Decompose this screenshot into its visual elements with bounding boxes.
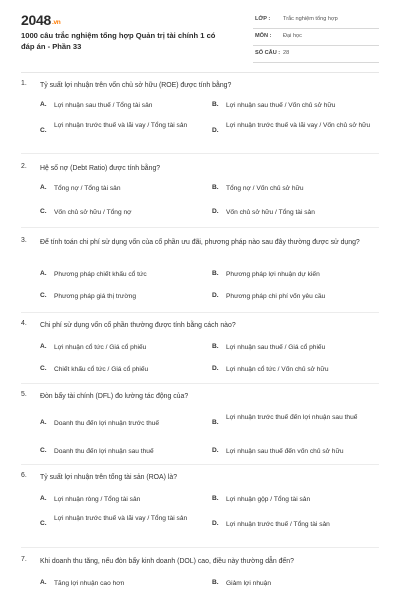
option-c[interactable]: [40, 514, 210, 536]
meta-value-count: 28: [283, 50, 290, 56]
option-letter: C.: [40, 127, 47, 134]
meta-row-class: [253, 13, 379, 29]
option-d[interactable]: [212, 520, 382, 532]
option-text: Lợi nhuận trước thuế và lãi vay / Vốn chủ sở hữu: [226, 122, 371, 129]
option-text: Chiết khấu cổ tức / Giá cổ phiếu: [54, 366, 149, 373]
option-letter: A.: [40, 270, 47, 277]
question-divider: [21, 312, 379, 313]
option-letter: A.: [40, 419, 47, 426]
question-text: Hệ số nợ (Debt Ratio) được tính bằng?: [40, 165, 161, 172]
option-b[interactable]: [212, 343, 382, 355]
question-text: Tỷ suất lợi nhuận trên vốn chủ sở hữu (ROE) được tính bằng?: [40, 82, 232, 89]
option-letter: B.: [212, 579, 219, 586]
question-text: Tỷ suất lợi nhuận trên tổng tài sản (ROA) là?: [40, 474, 178, 481]
question-5: [0, 391, 400, 461]
option-c[interactable]: [40, 292, 210, 304]
option-letter: B.: [212, 343, 219, 350]
option-text: Tăng lợi nhuận cao hơn: [54, 580, 125, 587]
meta-info: [253, 13, 379, 64]
option-text: Phương pháp giá thị trường: [54, 293, 136, 300]
option-c[interactable]: [40, 208, 210, 220]
question-text: Đòn bẩy tài chính (DFL) đo lường tác động của?: [40, 393, 189, 400]
option-letter: A.: [40, 343, 47, 350]
question-text: Khi doanh thu tăng, nếu đòn bẩy kinh doanh (DOL) cao, điều này thường dẫn đến?: [40, 558, 294, 565]
option-text: Lợi nhuận ròng / Tổng tài sản: [54, 496, 141, 503]
question-divider: [21, 464, 379, 465]
option-text: Doanh thu đến lợi nhuận sau thuế: [54, 448, 154, 455]
meta-value-class[interactable]: Trắc nghiệm tổng hợp: [283, 16, 338, 22]
option-a[interactable]: [40, 184, 210, 196]
option-c[interactable]: [40, 447, 210, 459]
option-letter: A.: [40, 184, 47, 191]
option-c[interactable]: [40, 121, 210, 143]
option-letter: D.: [212, 447, 219, 454]
option-b[interactable]: [212, 270, 382, 282]
option-text: Lợi nhuận cổ tức / Vốn chủ sở hữu: [226, 366, 329, 373]
option-c[interactable]: [40, 365, 210, 377]
option-text: Lợi nhuận cổ tức / Giá cổ phiếu: [54, 344, 147, 351]
option-letter: C.: [40, 208, 47, 215]
option-letter: D.: [212, 127, 219, 134]
question-4: [0, 320, 400, 380]
option-a[interactable]: [40, 495, 210, 507]
option-text: Vốn chủ sở hữu / Tổng tài sản: [226, 209, 315, 216]
meta-row-subject: [253, 30, 379, 46]
option-a[interactable]: [40, 419, 210, 431]
option-text: Lợi nhuận trước thuế và lãi vay / Tổng tài sản: [54, 122, 188, 129]
logo-main: 2048: [21, 12, 51, 28]
option-text: Tổng nợ / Tổng tài sản: [54, 185, 121, 192]
option-text: Lợi nhuận sau thuế / Tổng tài sản: [54, 102, 153, 109]
option-letter: D.: [212, 208, 219, 215]
option-letter: B.: [212, 184, 219, 191]
page-header: [0, 0, 400, 70]
option-d[interactable]: [212, 447, 382, 459]
question-divider: [21, 383, 379, 384]
option-text: Phương pháp chiết khấu cổ tức: [54, 271, 147, 278]
option-d[interactable]: [212, 365, 382, 377]
option-letter: B.: [212, 419, 219, 426]
page-title: 1000 câu trắc nghiệm tổng hợp Quản trị tài chính 1 có đáp án - Phần 33: [21, 31, 216, 51]
option-b[interactable]: [212, 579, 382, 591]
option-a[interactable]: [40, 343, 210, 355]
option-text: Phương pháp chi phí vốn yêu cầu: [226, 293, 326, 300]
option-b[interactable]: [212, 413, 382, 435]
option-text: Doanh thu đến lợi nhuận trước thuế: [54, 420, 160, 427]
option-a[interactable]: [40, 270, 210, 282]
option-letter: A.: [40, 495, 47, 502]
meta-label: SỐ CÂU :: [255, 50, 281, 56]
option-letter: A.: [40, 101, 47, 108]
question-number: 2.: [21, 163, 27, 170]
question-divider: [21, 153, 379, 154]
option-text: Phương pháp lợi nhuận dự kiến: [226, 271, 320, 278]
option-d[interactable]: [212, 208, 382, 220]
meta-row-count: [253, 47, 379, 63]
question-7: [0, 556, 400, 596]
question-number: 4.: [21, 320, 27, 327]
option-a[interactable]: [40, 579, 210, 591]
option-text: Lợi nhuận trước thuế và lãi vay / Tổng tài sản: [54, 515, 188, 522]
option-text: Tổng nợ / Vốn chủ sở hữu: [226, 185, 304, 192]
option-letter: C.: [40, 292, 47, 299]
question-2: [0, 163, 400, 223]
option-d[interactable]: [212, 292, 382, 304]
question-number: 3.: [21, 237, 27, 244]
question-number: 5.: [21, 391, 27, 398]
option-text: Lợi nhuận sau thuế đến vốn chủ sở hữu: [226, 448, 344, 455]
option-letter: C.: [40, 520, 47, 527]
option-letter: D.: [212, 520, 219, 527]
option-text: Lợi nhuận trước thuế / Tổng tài sản: [226, 521, 330, 528]
meta-label: LỚP :: [255, 16, 271, 22]
option-letter: D.: [212, 292, 219, 299]
option-letter: B.: [212, 101, 219, 108]
question-3: [0, 237, 400, 307]
option-text: Vốn chủ sở hữu / Tổng nợ: [54, 209, 132, 216]
option-letter: D.: [212, 365, 219, 372]
option-letter: C.: [40, 365, 47, 372]
logo-suffix: .vn: [51, 19, 61, 26]
option-text: Giảm lợi nhuận: [226, 580, 272, 587]
option-text: Lợi nhuận sau thuế / Giá cổ phiếu: [226, 344, 326, 351]
meta-value-subject[interactable]: Đại học: [283, 33, 302, 39]
option-text: Lợi nhuận trước thuế đến lợi nhuận sau thuế: [226, 414, 358, 421]
option-letter: B.: [212, 495, 219, 502]
option-text: Lợi nhuận gộp / Tổng tài sản: [226, 496, 311, 503]
question-number: 1.: [21, 80, 27, 87]
meta-label: MÔN :: [255, 33, 272, 39]
question-text: Để tính toán chi phí sử dụng vốn của cổ phần ưu đãi, phương pháp nào sau đây thường được sử dụng?: [40, 239, 360, 246]
option-a[interactable]: [40, 101, 210, 113]
option-letter: C.: [40, 447, 47, 454]
question-divider: [21, 227, 379, 228]
site-logo[interactable]: [21, 12, 60, 28]
option-letter: A.: [40, 579, 47, 586]
question-text: Chi phí sử dụng vốn cổ phần thường được tính bằng cách nào?: [40, 322, 236, 329]
option-b[interactable]: [212, 184, 382, 196]
question-6: [0, 472, 400, 542]
question-number: 6.: [21, 472, 27, 479]
question-number: 7.: [21, 556, 27, 563]
question-divider: [21, 547, 379, 548]
option-letter: B.: [212, 270, 219, 277]
option-text: Lợi nhuận sau thuế / Vốn chủ sở hữu: [226, 102, 336, 109]
option-b[interactable]: [212, 101, 382, 113]
question-1: [0, 80, 400, 146]
option-b[interactable]: [212, 495, 382, 507]
header-divider: [21, 72, 379, 73]
option-d[interactable]: [212, 121, 382, 143]
